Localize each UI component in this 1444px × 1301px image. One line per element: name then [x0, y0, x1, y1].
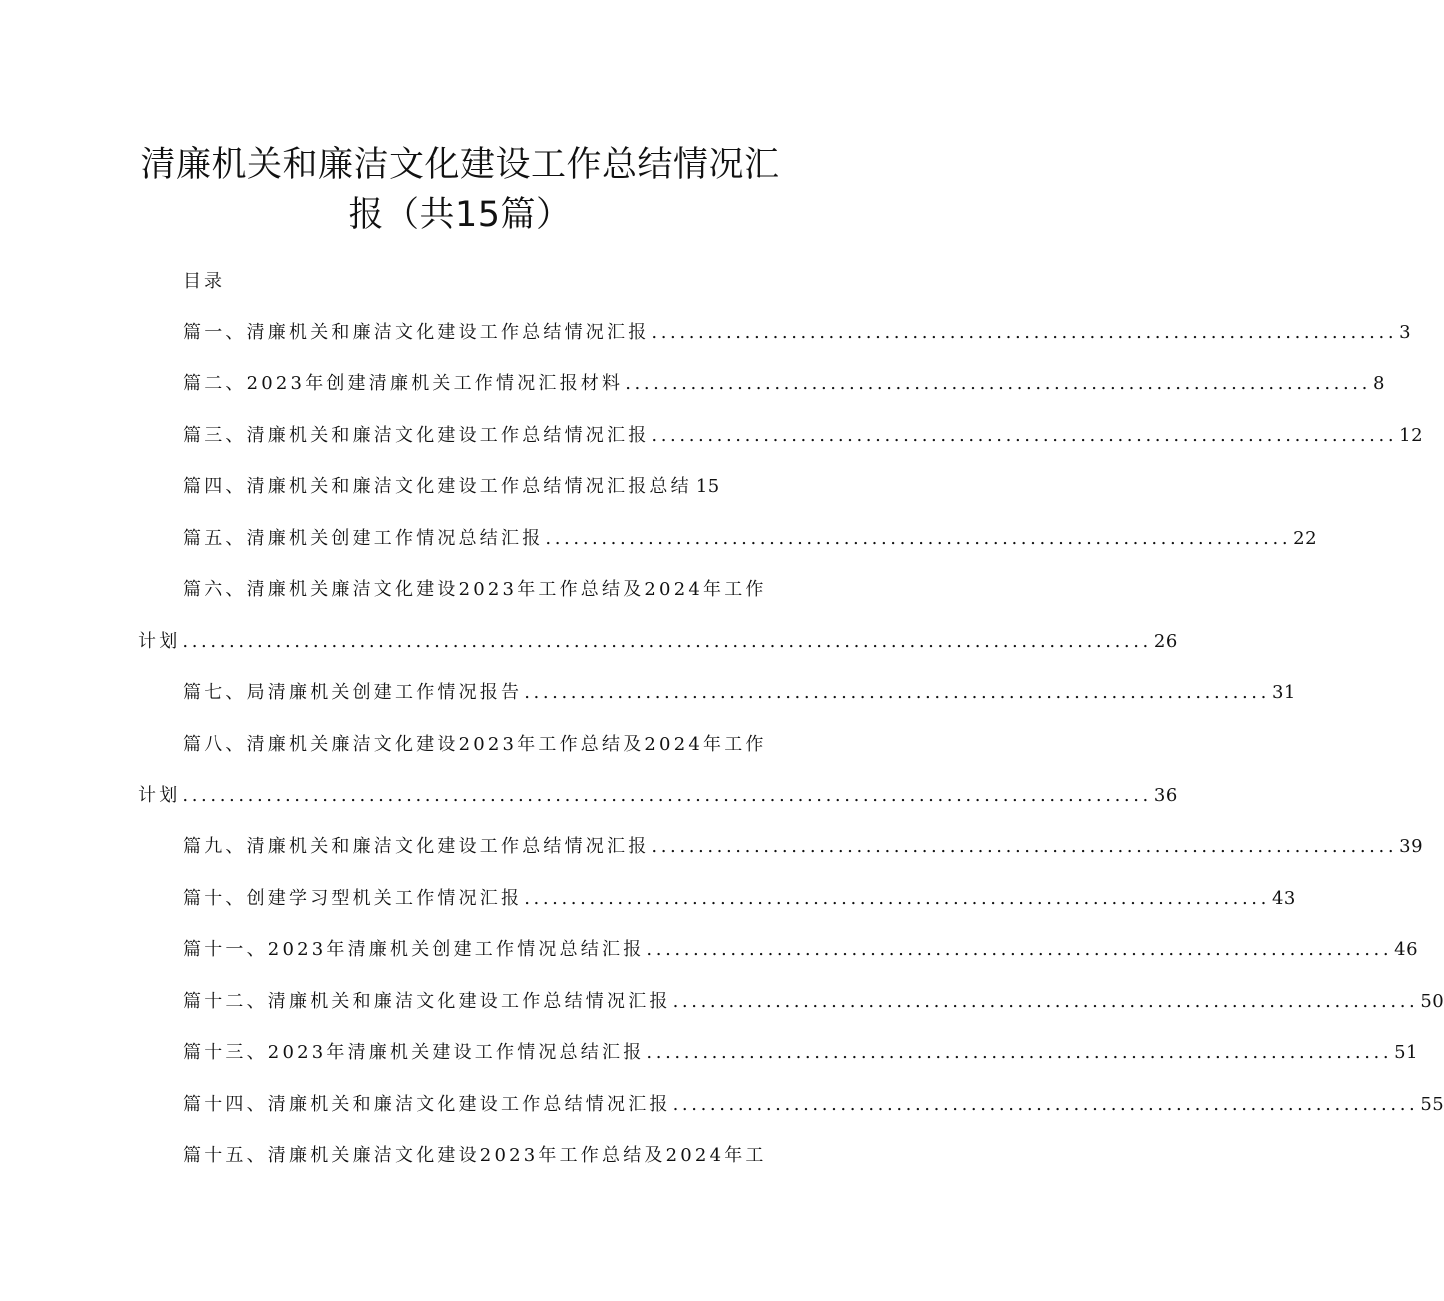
title-line-1: 清廉机关和廉洁文化建设工作总结情况汇	[140, 145, 780, 185]
toc-entry[interactable]	[183, 474, 720, 500]
toc-entry-page: 22	[1293, 528, 1318, 549]
toc-entry-page: 15	[695, 476, 720, 497]
toc-entry-first-line[interactable]: 篇八、清廉机关廉洁文化建设2023年工作总结及2024年工作	[183, 734, 767, 755]
document-title	[140, 140, 780, 240]
toc-entry[interactable]	[183, 1092, 1444, 1118]
toc-entry-label: 计划	[138, 631, 181, 652]
toc-entry-page: 43	[1271, 888, 1296, 909]
dot-leader: ................................................................................	[646, 1042, 1393, 1063]
toc-entry-label: 篇十、创建学习型机关工作情况汇报	[183, 888, 523, 909]
toc-entry-first-line[interactable]: 篇十五、清廉机关廉洁文化建设2023年工作总结及2024年工	[183, 1145, 767, 1166]
toc-entry[interactable]	[183, 989, 1444, 1015]
toc-heading: 目录	[183, 271, 225, 292]
toc-entry-label: 篇五、清廉机关创建工作情况总结汇报	[183, 528, 544, 549]
toc-entry-page: 39	[1399, 836, 1424, 857]
toc-entry-label: 篇九、清廉机关和廉洁文化建设工作总结情况汇报	[183, 836, 650, 857]
toc-entry-page: 50	[1420, 991, 1444, 1012]
toc-entry-label: 篇十四、清廉机关和廉洁文化建设工作总结情况汇报	[183, 1094, 671, 1115]
toc-entry-label: 计划	[138, 785, 181, 806]
toc-entry-page: 55	[1420, 1094, 1444, 1115]
toc-entry-page: 3	[1399, 322, 1412, 343]
dot-leader: ................................................................................	[524, 682, 1270, 703]
toc-entry[interactable]	[183, 423, 1424, 449]
toc-entry-label: 篇四、清廉机关和廉洁文化建设工作总结情况汇报总结	[183, 476, 692, 497]
title-line-2: 报（共15篇）	[348, 195, 572, 235]
dot-leader: ................................................................................	[545, 528, 1292, 549]
toc-entry-label: 篇三、清廉机关和廉洁文化建设工作总结情况汇报	[183, 425, 650, 446]
toc-entry-page: 36	[1153, 785, 1178, 806]
dot-leader: ................................................................................	[651, 425, 1398, 446]
toc-entry[interactable]	[183, 320, 1412, 346]
toc-entry[interactable]	[183, 526, 1318, 552]
toc-entry-page: 31	[1271, 682, 1296, 703]
toc-entry-label: 篇二、2023年创建清廉机关工作情况汇报材料	[183, 373, 624, 394]
toc-entry-page: 26	[1153, 631, 1178, 652]
toc-entry-page: 12	[1399, 425, 1424, 446]
toc-entry[interactable]	[138, 783, 1178, 809]
toc-entry-first-line[interactable]: 篇六、清廉机关廉洁文化建设2023年工作总结及2024年工作	[183, 579, 767, 600]
toc-entry[interactable]	[183, 834, 1424, 860]
toc-entry-label: 篇一、清廉机关和廉洁文化建设工作总结情况汇报	[183, 322, 650, 343]
toc-entry-label: 篇七、局清廉机关创建工作情况报告	[183, 682, 523, 703]
toc-entry[interactable]	[183, 937, 1419, 963]
dot-leader: ................................................................................	[672, 1094, 1419, 1115]
toc-entry-label: 篇十一、2023年清廉机关创建工作情况总结汇报	[183, 939, 645, 960]
toc-entry[interactable]	[138, 629, 1178, 655]
dot-leader: ........................................................................................................	[182, 785, 1152, 806]
toc-entry[interactable]	[183, 371, 1385, 397]
dot-leader: ................................................................................	[672, 991, 1419, 1012]
dot-leader: ................................................................................	[651, 322, 1398, 343]
dot-leader: ........................................................................................................	[182, 631, 1152, 652]
toc-entry-label: 篇十三、2023年清廉机关建设工作情况总结汇报	[183, 1042, 645, 1063]
toc-entry[interactable]	[183, 886, 1296, 912]
dot-leader: ................................................................................	[625, 373, 1371, 394]
dot-leader: ................................................................................	[646, 939, 1393, 960]
toc-entry-label: 篇十二、清廉机关和廉洁文化建设工作总结情况汇报	[183, 991, 671, 1012]
toc-entry-page: 8	[1372, 373, 1385, 394]
dot-leader: ................................................................................	[651, 836, 1398, 857]
toc-entry[interactable]	[183, 1040, 1419, 1066]
dot-leader: ................................................................................	[524, 888, 1270, 909]
toc-entry-page: 46	[1394, 939, 1419, 960]
toc-entry-page: 51	[1394, 1042, 1419, 1063]
toc-entry[interactable]	[183, 680, 1296, 706]
